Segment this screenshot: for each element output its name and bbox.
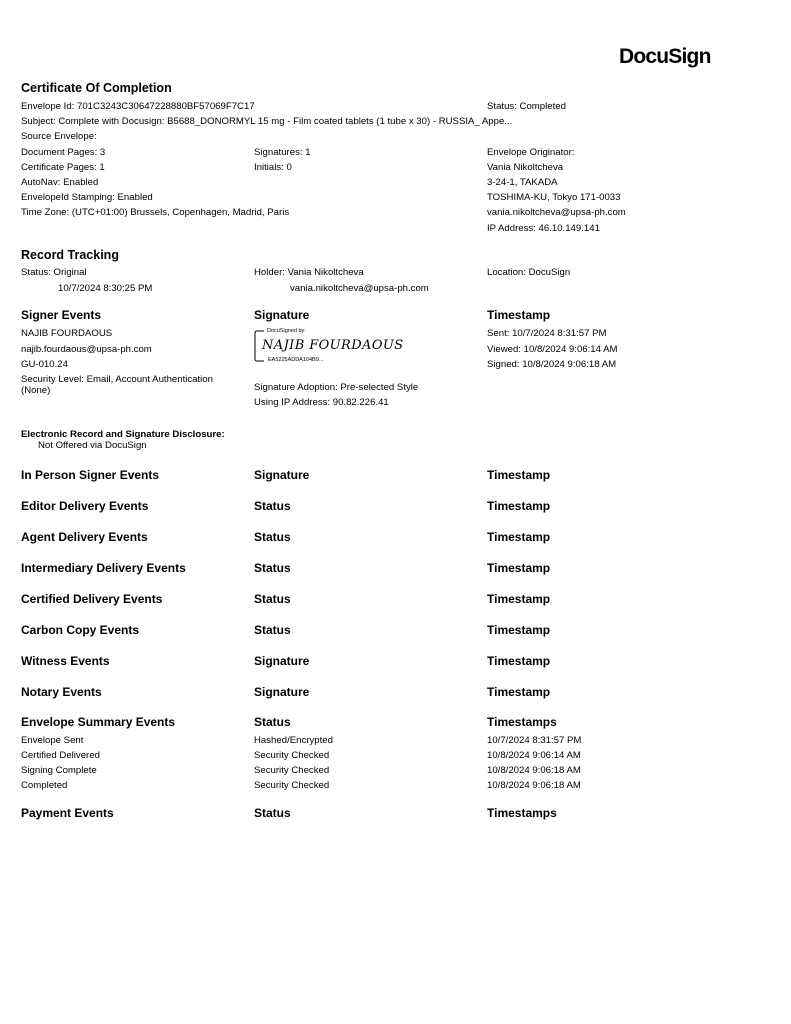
autonav: AutoNav: Enabled [21, 177, 99, 188]
signer-email: najib.fourdaous@upsa-ph.com [21, 344, 152, 355]
source-envelope: Source Envelope: [21, 131, 97, 142]
summary-row-status: Hashed/Encrypted [254, 735, 333, 746]
section-carbon-copy: Carbon Copy Events [21, 623, 140, 637]
signer-security-level: Security Level: Email, Account Authentication [21, 374, 213, 385]
section-carbon-copy-status: Status [254, 623, 291, 637]
originator-name: Vania Nikoltcheva [487, 162, 564, 173]
record-date: 10/7/2024 8:30:25 PM [58, 283, 153, 294]
section-in-person-signer: In Person Signer Events [21, 468, 160, 482]
disclosure-value: Not Offered via DocuSign [38, 440, 147, 451]
document-pages: Document Pages: 3 [21, 147, 106, 158]
section-notary-timestamp: Timestamp [487, 685, 551, 699]
section-intermediary-delivery: Intermediary Delivery Events [21, 561, 186, 575]
summary-row-time: 10/8/2024 9:06:18 AM [487, 765, 581, 776]
section-witness: Witness Events [21, 654, 110, 668]
summary-row-status: Security Checked [254, 765, 330, 776]
docusign-logo: DocuSign [619, 45, 711, 68]
initials-count: Initials: 0 [254, 162, 292, 173]
summary-row-event: Completed [21, 780, 68, 791]
payment-status-heading: Status [254, 806, 291, 820]
signature-stamp [254, 327, 404, 367]
section-certified-timestamp: Timestamp [487, 592, 551, 606]
summary-row-event: Envelope Sent [21, 735, 84, 746]
section-editor-delivery: Editor Delivery Events [21, 499, 149, 513]
section-editor-status: Status [254, 499, 291, 513]
section-in-person-timestamp: Timestamp [487, 468, 551, 482]
summary-timestamps-heading: Timestamps [487, 715, 557, 729]
signature-text: NAJIB FOURDAOUS [262, 338, 404, 353]
signer-name: NAJIB FOURDAOUS [21, 328, 113, 339]
signature-id: EA5225ADDA104B9... [268, 357, 324, 363]
envelope-subject: Subject: Complete with Docusign: B5688_DONORMYL 15 mg - Film coated tablets (1 tube x 30) - RUSSIA_ Appe... [21, 116, 513, 127]
envelope-id: Envelope Id: 701C3243C30647228880BF57069F7C17 [21, 101, 255, 112]
summary-row-time: 10/7/2024 8:31:57 PM [487, 735, 582, 746]
record-location: Location: DocuSign [487, 267, 571, 278]
originator-email: vania.nikoltcheva@upsa-ph.com [487, 207, 626, 218]
disclosure-title: Electronic Record and Signature Disclosure: [21, 429, 225, 440]
signer-signed: Signed: 10/8/2024 9:06:18 AM [487, 359, 617, 370]
record-status: Status: Original [21, 267, 87, 278]
section-notary-signature: Signature [254, 685, 310, 699]
section-carbon-copy-timestamp: Timestamp [487, 623, 551, 637]
section-witness-timestamp: Timestamp [487, 654, 551, 668]
summary-events-heading: Envelope Summary Events [21, 715, 176, 729]
originator-address-line2: TOSHIMA-KU, Tokyo 171-0033 [487, 192, 621, 203]
originator-ip-address: IP Address: 46.10.149.141 [487, 223, 600, 234]
envelope-status: Status: Completed [487, 101, 566, 112]
section-witness-signature: Signature [254, 654, 310, 668]
certificate-title: Certificate Of Completion [21, 81, 172, 95]
signer-events-heading: Signer Events [21, 308, 102, 322]
signature-adoption: Signature Adoption: Pre-selected Style [254, 382, 419, 393]
section-intermediary-status: Status [254, 561, 291, 575]
summary-row-status: Security Checked [254, 750, 330, 761]
payment-events-heading: Payment Events [21, 806, 114, 820]
section-in-person-signature: Signature [254, 468, 310, 482]
signer-code: GU-010.24 [21, 359, 68, 370]
section-notary: Notary Events [21, 685, 102, 699]
summary-row-event: Certified Delivered [21, 750, 100, 761]
signer-viewed: Viewed: 10/8/2024 9:06:14 AM [487, 344, 618, 355]
section-certified-delivery: Certified Delivery Events [21, 592, 163, 606]
section-editor-timestamp: Timestamp [487, 499, 551, 513]
record-holder-email: vania.nikoltcheva@upsa-ph.com [290, 283, 429, 294]
envelopeid-stamping: EnvelopeId Stamping: Enabled [21, 192, 153, 203]
signer-security-none: (None) [21, 385, 51, 396]
summary-row-time: 10/8/2024 9:06:18 AM [487, 780, 581, 791]
section-intermediary-timestamp: Timestamp [487, 561, 551, 575]
signature-header: DocuSigned by: [267, 328, 306, 334]
signer-ip-address: Using IP Address: 90.82.226.41 [254, 397, 389, 408]
record-holder: Holder: Vania Nikoltcheva [254, 267, 364, 278]
summary-row-event: Signing Complete [21, 765, 97, 776]
originator-address-line1: 3-24-1, TAKADA [487, 177, 558, 188]
signer-signature-heading: Signature [254, 308, 310, 322]
signer-sent: Sent: 10/7/2024 8:31:57 PM [487, 328, 607, 339]
section-agent-status: Status [254, 530, 291, 544]
originator-label: Envelope Originator: [487, 147, 575, 158]
summary-row-time: 10/8/2024 9:06:14 AM [487, 750, 581, 761]
summary-row-status: Security Checked [254, 780, 330, 791]
time-zone: Time Zone: (UTC+01:00) Brussels, Copenhagen, Madrid, Paris [21, 207, 290, 218]
signatures-count: Signatures: 1 [254, 147, 311, 158]
payment-timestamps-heading: Timestamps [487, 806, 557, 820]
certificate-pages: Certificate Pages: 1 [21, 162, 105, 173]
summary-status-heading: Status [254, 715, 291, 729]
record-tracking-title: Record Tracking [21, 248, 119, 262]
section-certified-status: Status [254, 592, 291, 606]
signer-timestamp-heading: Timestamp [487, 308, 551, 322]
section-agent-timestamp: Timestamp [487, 530, 551, 544]
section-agent-delivery: Agent Delivery Events [21, 530, 148, 544]
